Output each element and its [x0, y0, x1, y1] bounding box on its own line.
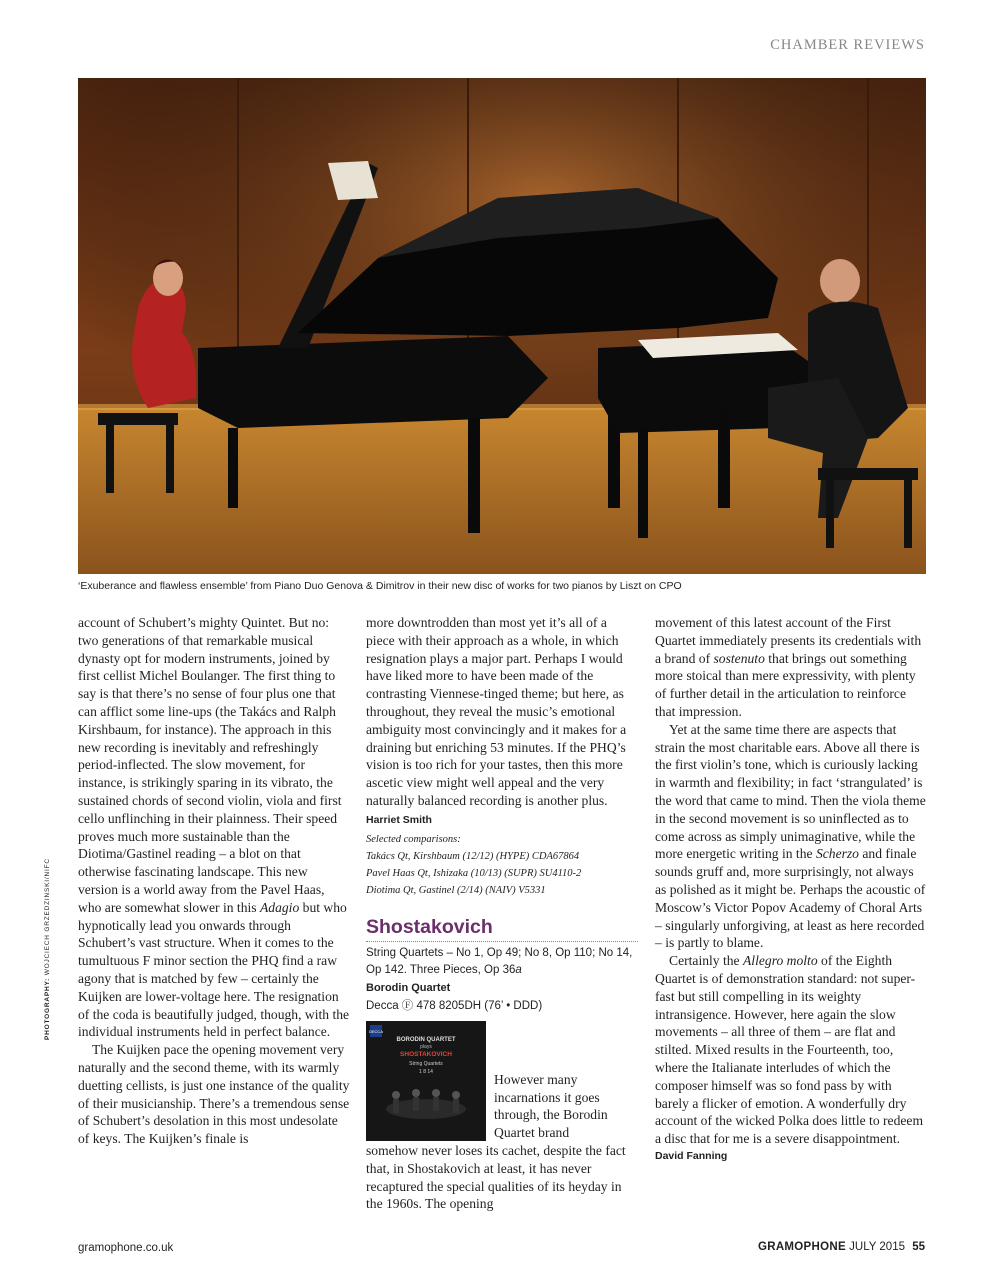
col2-p1-text: more downtrodden than most yet it’s all of a piece with their approach as a whole, in which resignation plays a major part. Perhaps I would have liked more to have been made of the contrasting Viennese-tinged theme; but here, as throughout, they reveal the music’s emotional ambiguity most convincingly and it makes for a draining but enriching 53 minutes. If the PHQ’s vision is too rich for your tastes, then this more ascetic view might well appeal and the very naturally balanced recording is another plus. [366, 615, 627, 808]
reviewer-signature: Harriet Smith [366, 813, 432, 826]
col3-p3-text: Certainly the [669, 953, 743, 969]
reviewer-signature: David Fanning [655, 1149, 728, 1162]
album-cover [366, 1021, 486, 1141]
magazine-name: GRAMOPHONE [757, 1241, 846, 1253]
review-column-2 [366, 614, 638, 1213]
col1-paragraph-2: The Kuijken pace the opening movement very naturally and the second theme, with its warmly duetting cellists, is just one instance of the quality of their musicianship. There’s a tremendous sense of Schubert’s desolation in this most undesolate of keys. The Kuijken’s finale is [78, 1042, 350, 1147]
website-url: gramophone.co.uk [78, 1242, 174, 1254]
concert-photo [78, 78, 926, 574]
col3-p2-emphasis: Scherzo [815, 846, 859, 862]
col3-p3-tail: of the Eighth Quartet is of demonstration standard: not super-fast but still compelling in its weighty intransigence. However, here again the slow movements – all three of them – are flat and stilted. Mixed results in the Fourteenth, too, where the Italianate interludes of which the composer himself was so fond pass by with barely a flicker of emotion. A wonderfully dry account of the wicked Polka does little to redeem a disc that for me is a severe disappointment. [655, 953, 924, 1147]
cover-line: BORODIN QUARTET [396, 1036, 456, 1043]
cover-line: plays [420, 1043, 432, 1050]
page-number: 55 [912, 1241, 925, 1253]
cover-wrap [366, 1021, 638, 1142]
work-listing-suffix: a [515, 964, 522, 977]
comparison-item: Pavel Haas Qt, Ishizaka (10/13) (SUPR) SU4110-2 [366, 867, 582, 879]
photo-credit [44, 858, 51, 1040]
issue-date: JULY 2015 [849, 1241, 905, 1253]
photo-credit-label: PHOTOGRAPHY: [44, 977, 51, 1040]
section-header: CHAMBER REVIEWS [770, 37, 925, 53]
cover-line: SHOSTAKOVICH [400, 1050, 452, 1058]
footer-folio [758, 1241, 925, 1253]
col3-p3-emphasis: Allegro molto [743, 953, 818, 969]
col1-p1-tail: but who hypnotically lead you onwards through Schubert’s vast structure. When it comes to the tumultuous F minor section the PHQ find a raw agony that is matched by few – certainly the Kuijken are lower-voltage here. The resignation of the coda is beautifully judged, though, with the individual instruments held in perfect balance. [78, 899, 350, 1040]
cover-line: 1 8 14 [419, 1068, 433, 1075]
col3-paragraph-1 [655, 614, 927, 721]
col1-p1-emphasis: Adagio [259, 899, 300, 915]
col3-p2-tail: and finale sounds gruff and, more surprisingly, not always as polished as it might be. Perhaps the acoustic of Moscow’s Victor Popov Academy of Choral Arts – singularly unforgiving, at least as here recorded – is partly to blame. [655, 846, 926, 951]
review-column-1 [78, 614, 350, 1148]
wrap-text: However many incarnations it goes through, the Borodin Quartet brand [494, 1071, 608, 1141]
review-column-3 [655, 614, 927, 1166]
col3-p2-text: Yet at the same time there are aspects that strain the most charitable ears. Above all there is the first violin’s tone, which is curiously lacking in warmth and flexibility; in fact ‘strangulated’ is the word that came to mind. Then the viola theme in the second movement is so uninflected as to come across as simply unimaginative, while the more energetic writing in the [655, 721, 926, 862]
work-listing [366, 945, 638, 981]
photo-credit-name: WOJCIECH GRZEDZINSKI/NIFC [44, 858, 51, 976]
col2-paragraph-1 [366, 614, 638, 830]
col1-p1-text: account of Schubert’s mighty Quintet. But no: two generations of that remarkable musical dynasty opt for modern instruments, joined by first cellist Michel Boulanger. The first thing to say is that there’s no sense of four plus one that can afflict some line-ups (the Takács and Ralph Kirshbaum, for instance). The approach in this new recording is inevitably and refreshingly period-inflected. The slow movement, for instance, is strikingly sparing in its vibrato, the sustained chords of second violin, viola and first cello unflinching in their plainness. Their speed proves much more sustainable than the Diotima/Gastinel reading – a blot on that otherwise fascinating landscape. This new version is a world away from the Pavel Haas, who are somewhat slower in this [78, 615, 342, 915]
comparison-item: Takács Qt, Kirshbaum (12/12) (HYPE) CDA67864 [366, 850, 580, 862]
svg-text:DECCA: DECCA [368, 1028, 384, 1034]
col3-paragraph-3 [655, 952, 927, 1148]
cover-line: String Quartets [409, 1060, 443, 1067]
col3-paragraph-2 [655, 721, 927, 952]
col3-p1-text: movement of this latest account of the First Quartet immediately presents its credentials with a brand of [655, 615, 922, 666]
composer-heading: Shostakovich [366, 915, 638, 942]
photo-caption: ‘Exuberance and flawless ensemble’ from Piano Duo Genova & Dimitrov in their new disc of works for two pianos by Liszt on CPO [78, 580, 682, 592]
col2-paragraph-2: somehow never loses its cachet, despite the fact that, in Shostakovich at least, it has never recaptured the special qualities of its heyday in the 1960s. The opening [366, 1142, 626, 1212]
performer-name: Borodin Quartet [366, 982, 451, 995]
comparisons-heading: Selected comparisons: [366, 833, 461, 845]
col3-p1-tail: that brings out something more stoical than mere expressivity, with plenty of further detail in the articulation to reinforce that impression. [655, 650, 916, 719]
col3-p1-emphasis: sostenuto [713, 650, 765, 666]
col1-paragraph-1 [78, 614, 350, 1041]
catalogue-info: Decca Ⓕ 478 8205DH (76’ • DDD) [366, 999, 543, 1012]
work-listing-text: String Quartets – No 1, Op 49; No 8, Op 110; No 14, Op 142. Three Pieces, Op 36 [366, 946, 633, 977]
comparison-item: Diotima Qt, Gastinel (2/14) (NAIV) V5331 [366, 884, 546, 896]
